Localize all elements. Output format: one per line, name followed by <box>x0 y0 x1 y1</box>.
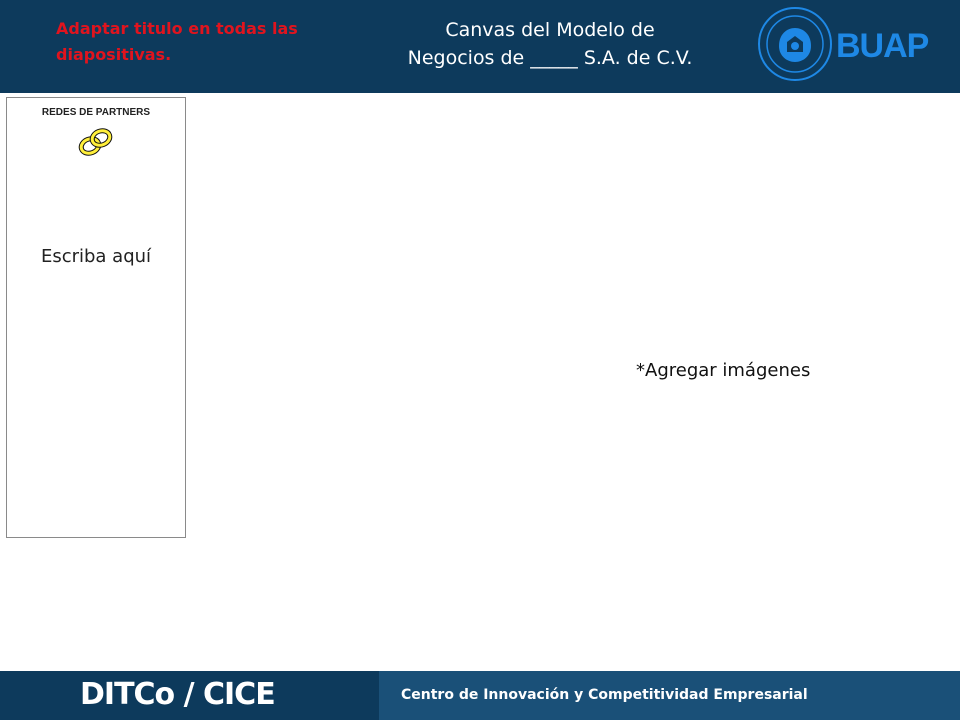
instruction-note: Adaptar titulo en todas las diapositivas. <box>56 19 298 64</box>
footer-tagline-band <box>379 671 960 720</box>
header-bar <box>0 0 960 93</box>
chain-links-icon <box>77 126 115 160</box>
footer-tagline: Centro de Innovación y Competitividad Empresarial <box>401 687 808 703</box>
footer-bar <box>0 671 960 720</box>
brand-logo: BUAP <box>836 27 929 65</box>
footer-logo: DITCo / CICE <box>80 677 275 712</box>
title-line-1: Canvas del Modelo de <box>445 19 655 41</box>
add-images-note: *Agregar imágenes <box>636 360 811 381</box>
partners-panel <box>6 97 186 538</box>
university-seal-icon <box>757 6 833 82</box>
page-title <box>360 16 740 72</box>
panel-title: REDES DE PARTNERS <box>41 107 151 118</box>
panel-placeholder-text[interactable]: Escriba aquí <box>40 246 152 267</box>
title-line-2: Negocios de _____ S.A. de C.V. <box>407 47 693 69</box>
